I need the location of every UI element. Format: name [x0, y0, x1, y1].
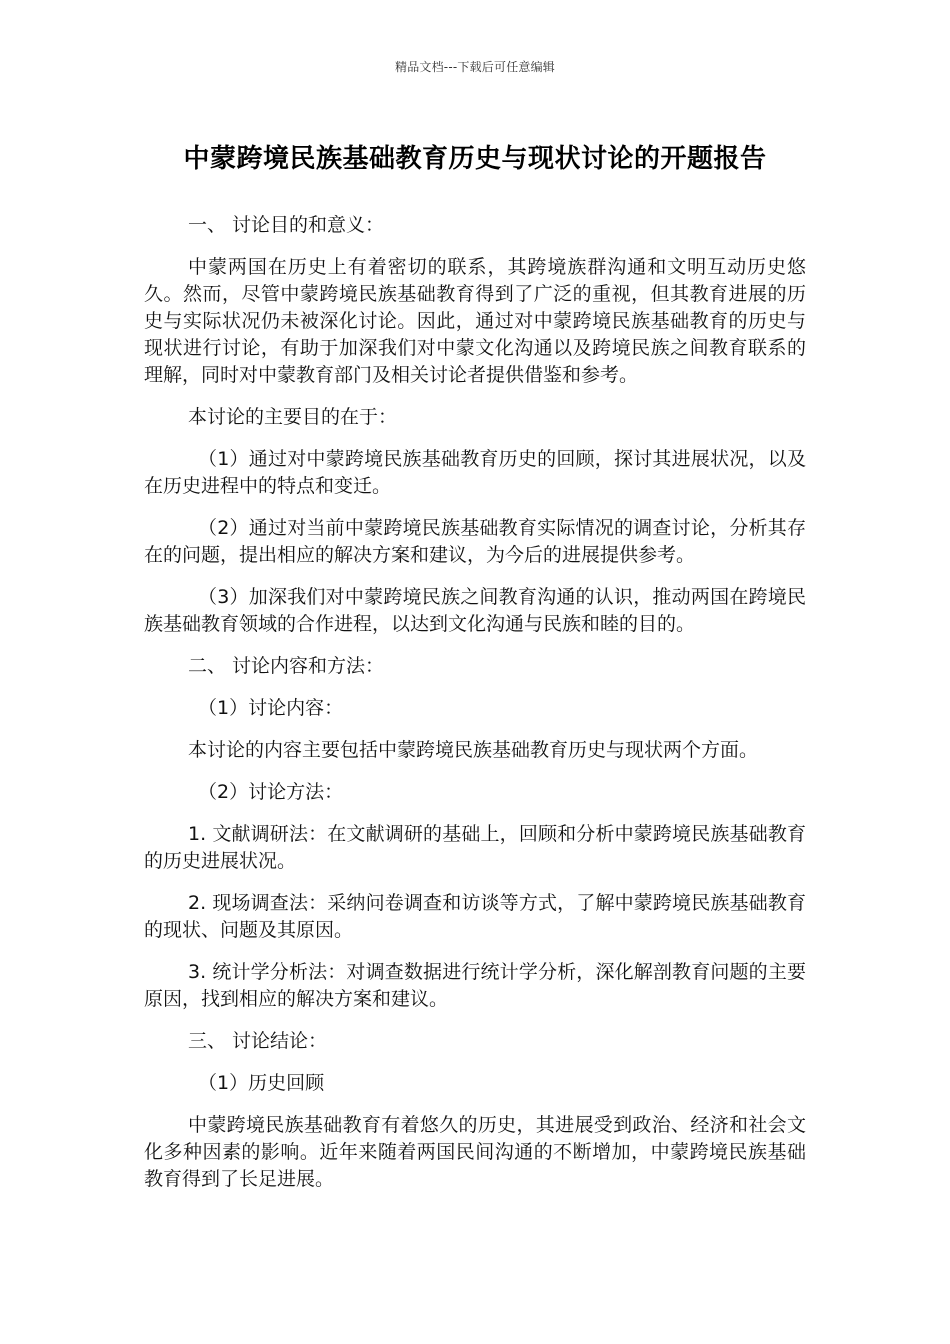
list-item: 3. 统计学分析法：对调查数据进行统计学分析，深化解剖教育问题的主要原因，找到相应的解决方案和建议。	[144, 961, 806, 1010]
document-title: 中蒙跨境民族基础教育历史与现状讨论的开题报告	[183, 144, 767, 174]
body-paragraph: 本讨论的内容主要包括中蒙跨境民族基础教育历史与现状两个方面。	[188, 739, 759, 761]
document-body	[144, 212, 806, 1208]
list-item: （1）通过对中蒙跨境民族基础教育历史的回顾，探讨其进展状况，以及在历史进程中的特点和变迁。	[144, 448, 806, 497]
section-heading-conclusion: 三、 讨论结论：	[188, 1030, 328, 1052]
body-paragraph: 中蒙两国在历史上有着密切的联系，其跨境族群沟通和文明互动历史悠久。然而，尽管中蒙跨境民族基础教育得到了广泛的重视，但其教育进展的历史与实际状况仍未被深化讨论。因此，通过对中蒙跨境民族基础教育的历史与现状进行讨论，有助于加深我们对中蒙文化沟通以及跨境民族之间教育联系的理解，同时对中蒙教育部门及相关讨论者提供借鉴和参考。	[144, 256, 806, 386]
subheading: （1）历史回顾	[198, 1072, 325, 1094]
body-paragraph: 中蒙跨境民族基础教育有着悠久的历史，其进展受到政治、经济和社会文化多种因素的影响。近年来随着两国民间沟通的不断增加，中蒙跨境民族基础教育得到了长足进展。	[144, 1114, 806, 1190]
list-item: （3）加深我们对中蒙跨境民族之间教育沟通的认识，推动两国在跨境民族基础教育领域的合作进程，以达到文化沟通与民族和睦的目的。	[144, 586, 806, 635]
subheading: （1）讨论内容：	[198, 697, 344, 719]
list-item: 2. 现场调查法：采纳问卷调查和访谈等方式，了解中蒙跨境民族基础教育的现状、问题及其原因。	[144, 892, 806, 941]
list-item: （2）通过对当前中蒙跨境民族基础教育实际情况的调查讨论，分析其存在的问题，提出相应的解决方案和建议，为今后的进展提供参考。	[144, 517, 806, 566]
header-note: 精品文档---下载后可任意编辑	[395, 60, 555, 74]
body-paragraph: 本讨论的主要目的在于：	[188, 406, 398, 428]
section-heading-content-method: 二、 讨论内容和方法：	[188, 655, 385, 677]
list-item: 1. 文献调研法：在文献调研的基础上，回顾和分析中蒙跨境民族基础教育的历史进展状况。	[144, 823, 806, 872]
section-heading-purpose: 一、 讨论目的和意义：	[188, 214, 385, 236]
subheading: （2）讨论方法：	[198, 781, 344, 803]
